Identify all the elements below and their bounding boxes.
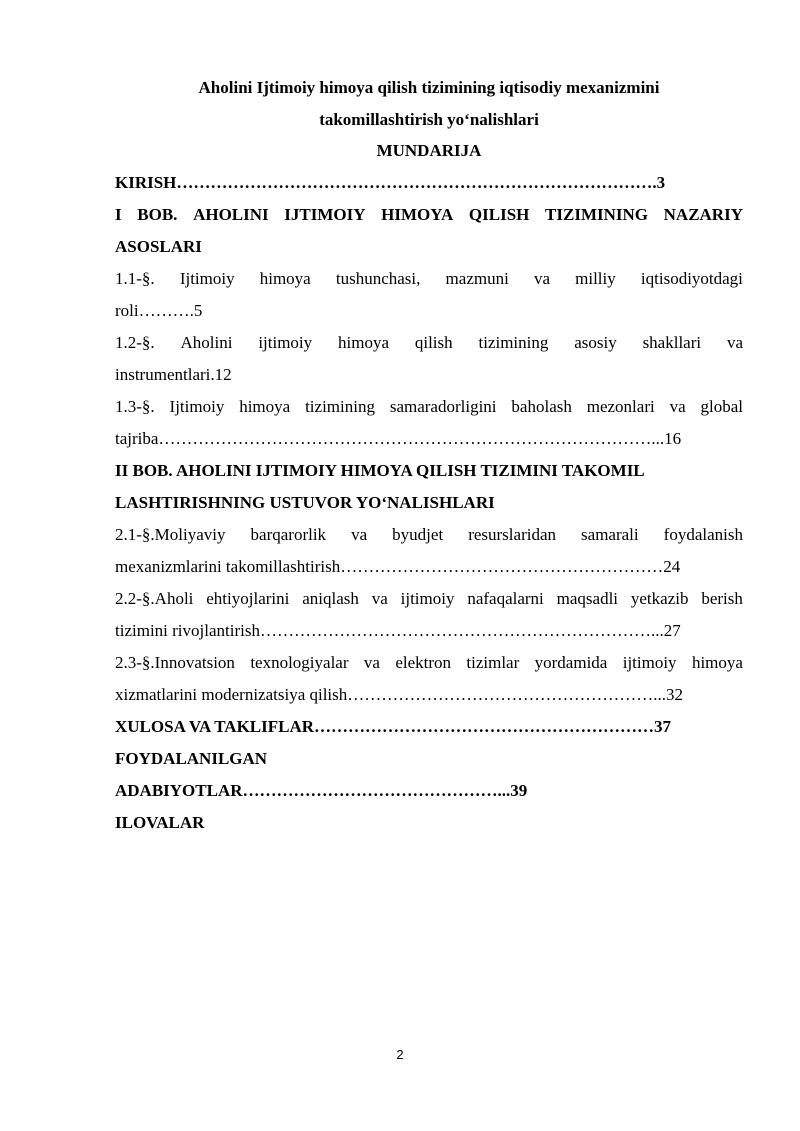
word: tizimining: [478, 333, 549, 352]
word: 2.3-§.Innovatsion: [115, 653, 235, 672]
word: va: [363, 653, 380, 672]
word: baholash: [511, 397, 572, 416]
word: va: [533, 269, 550, 288]
word: milliy: [575, 269, 616, 288]
word: maqsadli: [556, 589, 619, 608]
word: berish: [701, 589, 743, 608]
word: 1.3-§.: [115, 397, 155, 416]
word: va: [351, 525, 368, 544]
word: tizimlar: [466, 653, 520, 672]
toc-entry-kirish: KIRISH………………………………………………………………………….3: [115, 173, 666, 192]
word: qilish: [414, 333, 453, 352]
toc-entry-section-1-3-line-2: tajriba……………………………………………………………………………...16: [115, 429, 682, 448]
toc-entry-foydalanilgan-line-2: ADABIYOTLAR………………………………………...39: [115, 781, 528, 800]
toc-entry-section-1-1-line-2: roli……….5: [115, 301, 203, 320]
word: elektron: [395, 653, 452, 672]
toc-entry-chapter-1-line-2: ASOSLARI: [115, 237, 202, 256]
word: Ijtimoiy: [169, 397, 225, 416]
toc-entry-foydalanilgan-line-1: FOYDALANILGAN: [115, 749, 268, 768]
toc-entry-chapter-2-line-2: LASHTIRISHNING USTUVOR YO‘NALISHLARI: [115, 493, 495, 512]
word: byudjet: [392, 525, 444, 544]
word: himoya: [338, 333, 389, 352]
word: ijtimoiy: [622, 653, 677, 672]
word: foydalanish: [663, 525, 743, 544]
word: aniqlash: [302, 589, 359, 608]
toc-heading: MUNDARIJA: [376, 141, 482, 160]
word: 1.1-§.: [115, 269, 155, 288]
word: Aholini: [180, 333, 233, 352]
word: himoya: [259, 269, 311, 288]
word: yordamida: [534, 653, 608, 672]
toc-entry-section-2-3-line-2: xizmatlarini modernizatsiya qilish………………………………………………...32: [115, 685, 684, 704]
document-title-line-1: Aholini Ijtimoiy himoya qilish tizimining iqtisodiy mexanizmini: [198, 78, 660, 97]
document-title-line-2: takomillashtirish yo‘nalishlari: [319, 109, 539, 129]
word: iqtisodiyotdagi: [640, 269, 743, 288]
toc-entry-ilovalar: ILOVALAR: [115, 813, 205, 832]
word: mezonlari: [586, 397, 655, 416]
word: va: [669, 397, 686, 416]
word: va: [726, 333, 743, 352]
word: HIMOYA: [381, 205, 454, 224]
word: nafaqalarni: [467, 589, 544, 608]
word: ijtimoiy: [258, 333, 313, 352]
word: samaradorligini: [389, 397, 497, 416]
word: texnologiyalar: [250, 653, 349, 672]
word: ehtiyojlarini: [206, 589, 290, 608]
word: BOB.: [137, 205, 178, 224]
word: mazmuni: [445, 269, 509, 288]
word: NAZARIY: [663, 205, 743, 224]
word: global: [700, 397, 743, 416]
word: ijtimoiy: [400, 589, 455, 608]
word: TIZIMINING: [545, 205, 648, 224]
toc-entry-section-2-1-line-1: [115, 519, 743, 551]
toc-entry-chapter-2-line-1: II BOB. AHOLINI IJTIMOIY HIMOYA QILISH TIZIMINI TAKOMIL: [115, 461, 645, 480]
word: himoya: [239, 397, 291, 416]
word: tushunchasi,: [335, 269, 421, 288]
toc-entry-section-2-2-line-2: tizimini rivojlantirish……………………………………………………………...27: [115, 621, 681, 640]
word: tizimining: [305, 397, 375, 416]
word: AHOLINI: [193, 205, 269, 224]
toc-entry-section-1-2-line-2: instrumentlari.12: [115, 365, 232, 384]
toc-entry-section-2-3-line-1: [115, 647, 743, 679]
word: QILISH: [468, 205, 530, 224]
word: I: [115, 205, 122, 224]
word: 2.1-§.Moliyaviy: [115, 525, 226, 544]
word: samarali: [581, 525, 639, 544]
toc-entry-section-1-2-line-1: [115, 327, 743, 359]
toc-entry-xulosa: XULOSA VA TAKLIFLAR……………………………………………………37: [115, 717, 672, 736]
toc-entry-section-1-1-line-1: [115, 263, 743, 295]
toc-entry-section-2-1-line-2: mexanizmlarini takomillashtirish…………………………………………………24: [115, 557, 681, 576]
document-title: [115, 72, 743, 135]
word: asosiy: [574, 333, 617, 352]
word: yetkazib: [630, 589, 689, 608]
word: Ijtimoiy: [179, 269, 235, 288]
word: 1.2-§.: [115, 333, 155, 352]
word: barqarorlik: [250, 525, 327, 544]
word: IJTIMOIY: [284, 205, 366, 224]
toc-entry-section-2-2-line-1: [115, 583, 743, 615]
toc-entry-section-1-3-line-1: [115, 391, 743, 423]
page-number: 2: [396, 1047, 404, 1062]
word: va: [371, 589, 388, 608]
document-content: [115, 72, 743, 839]
word: 2.2-§.Aholi: [115, 589, 194, 608]
toc-entry-chapter-1-line-1: [115, 199, 743, 231]
word: resurslaridan: [468, 525, 557, 544]
word: shakllari: [642, 333, 702, 352]
word: himoya: [691, 653, 743, 672]
